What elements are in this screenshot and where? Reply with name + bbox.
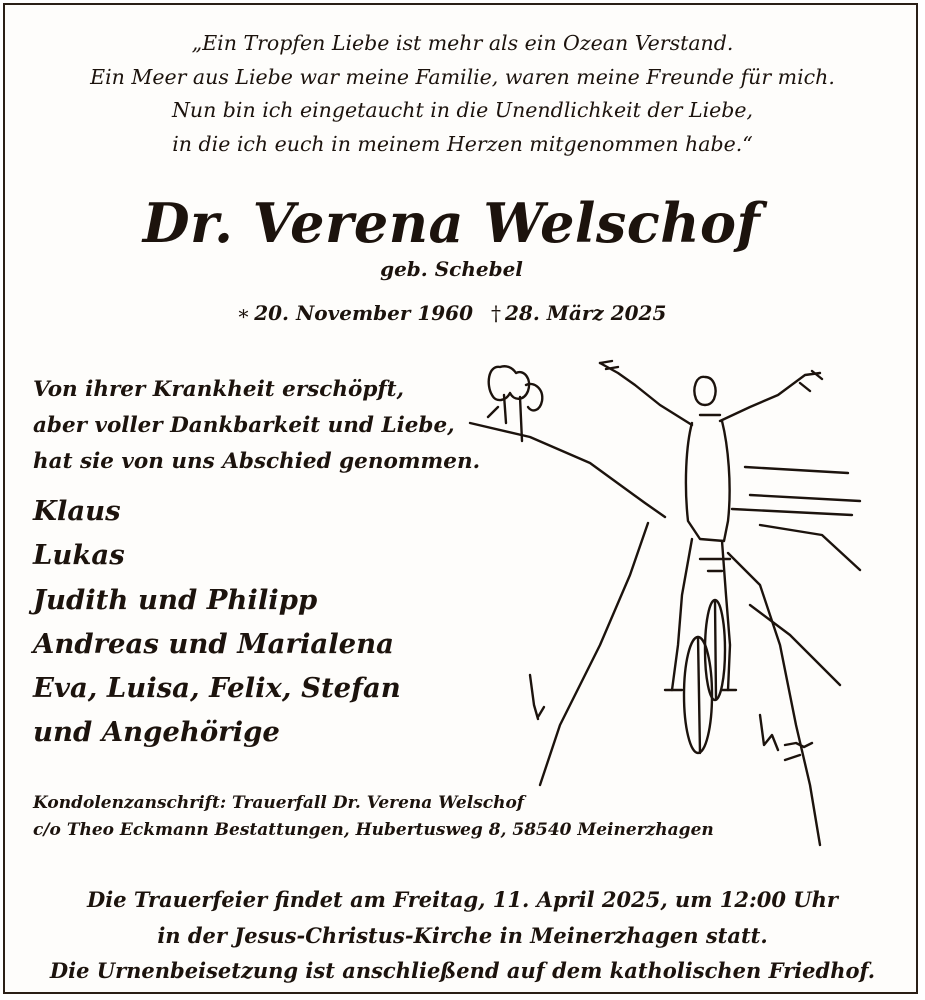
cyclist-sketch-icon <box>460 345 875 855</box>
intro-text <box>33 372 480 480</box>
family-member: Judith und Philipp <box>33 583 318 616</box>
service-line: in der Jesus-Christus-Kirche in Meinerzhagen statt. <box>157 922 768 948</box>
cross-icon: † <box>490 301 501 325</box>
family-member: Andreas und Marialena <box>33 627 394 660</box>
death-date: 28. März 2025 <box>504 301 667 325</box>
birth-date: 20. November 1960 <box>254 301 473 325</box>
quote-line: Nun bin ich eingetaucht in die Unendlichkeit der Liebe, <box>171 98 754 122</box>
birth-star-icon: ∗ <box>236 301 251 325</box>
family-member: Klaus <box>33 495 121 527</box>
funeral-service-info <box>5 882 920 989</box>
quote-line: in die ich euch in meinem Herzen mitgenommen habe.“ <box>172 131 753 156</box>
quote <box>5 27 920 161</box>
family-list <box>33 489 401 755</box>
service-line: Die Urnenbeisetzung ist anschließend auf dem katholischen Friedhof. <box>49 958 876 983</box>
condolence-line: Kondolenzanschrift: Trauerfall Dr. Verena Welschof <box>33 793 525 813</box>
intro-line: hat sie von uns Abschied genommen. <box>33 449 481 474</box>
obituary-frame <box>3 3 918 994</box>
life-dates <box>5 301 898 325</box>
condolence-line: c/o Theo Eckmann Bestattungen, Hubertusweg 8, 58540 Meinerzhagen <box>33 820 714 840</box>
family-member: Lukas <box>33 539 125 572</box>
quote-line: „Ein Tropfen Liebe ist mehr als ein Ozean Verstand. <box>191 31 734 55</box>
intro-line: aber voller Dankbarkeit und Liebe, <box>33 413 455 438</box>
family-member: und Angehörige <box>33 716 280 749</box>
intro-line: Von ihrer Krankheit erschöpft, <box>33 377 405 402</box>
service-line: Die Trauerfeier findet am Freitag, 11. April 2025, um 12:00 Uhr <box>87 887 838 912</box>
deceased-name: Dr. Verena Welschof <box>142 191 761 255</box>
family-member: Eva, Luisa, Felix, Stefan <box>33 672 401 705</box>
quote-line: Ein Meer aus Liebe war meine Familie, waren meine Freunde für mich. <box>90 64 835 89</box>
born-name: geb. Schebel <box>380 257 523 281</box>
condolence-address <box>33 790 714 844</box>
